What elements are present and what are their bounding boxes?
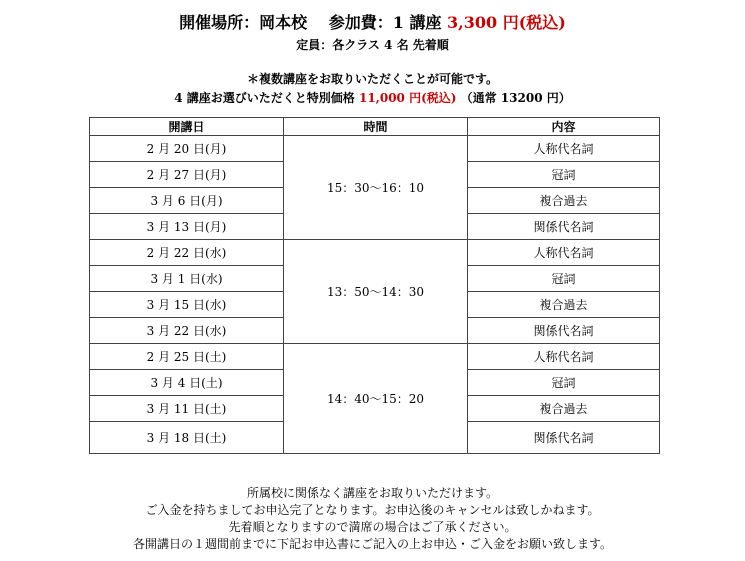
time-cell: 15：30〜16：10 [284,136,468,240]
page-title [0,10,745,33]
date-cell: 3 月 15 日(水) [90,292,284,318]
content-cell: 関係代名詞 [468,318,660,344]
date-cell: 2 月 22 日(水) [90,240,284,266]
schedule-table [89,117,660,454]
date-cell: 3 月 4 日(土) [90,370,284,396]
bundle-price: 11,000 円(税込) [358,91,457,105]
fee-price: 3,300 円(税込) [447,13,566,32]
capacity-text: 定員：各クラス 4 名 先着順 [296,38,449,52]
footer-line: 各開講日の１週間前までに下記お申込書にご記入の上お申込・ご入金をお願い致します。 [132,537,613,551]
time-cell: 13：50〜14：30 [284,240,468,344]
content-cell: 関係代名詞 [468,422,660,454]
content-cell: 冠詞 [468,266,660,292]
multi-course-note: ＊複数講座をお取りいただくことが可能です。 [246,72,499,86]
date-cell: 2 月 25 日(土) [90,344,284,370]
table-row [90,240,660,266]
content-cell: 人称代名詞 [468,136,660,162]
content-cell: 人称代名詞 [468,344,660,370]
table-row [90,344,660,370]
header-time: 時間 [284,118,468,136]
date-cell: 3 月 18 日(土) [90,422,284,454]
footer-line: 先着順となりますので満席の場合はご了承ください。 [228,520,517,534]
date-cell: 2 月 20 日(月) [90,136,284,162]
date-cell: 3 月 1 日(水) [90,266,284,292]
footer-line: ご入金を持ちましてお申込完了となります。お申込後のキャンセルは致しかねます。 [145,503,600,517]
date-cell: 2 月 27 日(月) [90,162,284,188]
bundle-text: 4 講座お選びいただくと特別価格 [174,91,355,105]
footer-line: 所属校に関係なく講座をお取りいただけます。 [246,486,499,500]
time-cell: 14：40〜15：20 [284,344,468,454]
content-cell: 人称代名詞 [468,240,660,266]
content-cell: 冠詞 [468,370,660,396]
fee-label: 参加費：1 講座 [328,13,442,32]
content-cell: 冠詞 [468,162,660,188]
date-cell: 3 月 22 日(水) [90,318,284,344]
content-cell: 複合過去 [468,188,660,214]
date-cell: 3 月 6 日(月) [90,188,284,214]
regular-price: （通常 13200 円） [460,91,571,105]
footer-notes [0,485,745,553]
date-cell: 3 月 11 日(土) [90,396,284,422]
header-content: 内容 [468,118,660,136]
content-cell: 複合過去 [468,396,660,422]
table-header-row [90,118,660,136]
content-cell: 関係代名詞 [468,214,660,240]
table-row [90,136,660,162]
venue-label: 開催場所：岡本校 [179,13,308,32]
header-date: 開講日 [90,118,284,136]
date-cell: 3 月 13 日(月) [90,214,284,240]
content-cell: 複合過去 [468,292,660,318]
bundle-price-note [0,89,745,106]
